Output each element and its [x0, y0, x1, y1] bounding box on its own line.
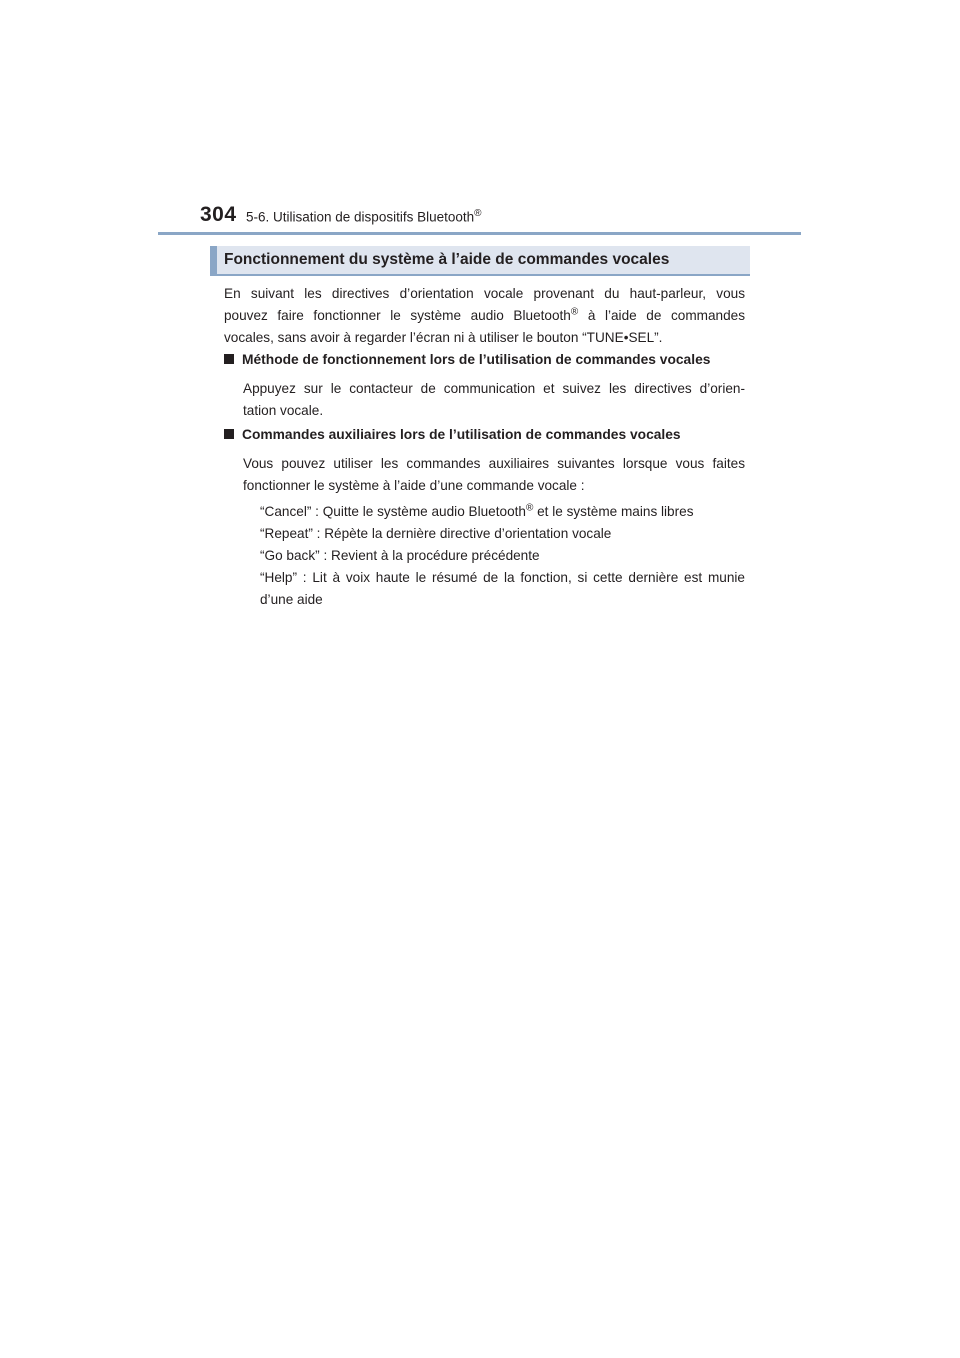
subsection-heading-row	[224, 427, 681, 442]
body-line: Vous pouvez utiliser les commandes auxiliaires suivantes lorsque vous faites	[243, 456, 745, 471]
body-line: Appuyez sur le contacteur de communication et suivez les directives d’orien-	[243, 381, 745, 396]
intro-line-part: à l’aide de commandes	[578, 308, 746, 323]
intro-line: vocales, sans avoir à regarder l’écran ni à utiliser le bouton “TUNE•SEL”.	[224, 330, 663, 345]
square-bullet-icon	[224, 354, 234, 364]
intro-line	[224, 305, 745, 327]
section-title-accent-bar	[210, 246, 217, 274]
page-number: 304	[200, 203, 237, 226]
running-head	[246, 208, 482, 225]
body-line: fonctionner le système à l’aide d’une commande vocale :	[243, 478, 585, 493]
command-help: “Help” : Lit à voix haute le résumé de la fonction, si cette dernière est munie	[260, 570, 745, 585]
command-go-back: “Go back” : Revient à la procédure précédente	[260, 548, 540, 563]
registered-mark: ®	[570, 306, 579, 318]
registered-mark: ®	[525, 502, 534, 514]
intro-line: En suivant les directives d’orientation vocale provenant du haut-parleur, vous	[224, 286, 745, 301]
header-rule	[158, 232, 801, 235]
command-text: “Cancel” : Quitte le système audio Bluetooth	[260, 504, 526, 519]
command-repeat: “Repeat” : Répète la dernière directive d’orientation vocale	[260, 526, 612, 541]
subsection-heading: Méthode de fonctionnement lors de l’utilisation de commandes vocales	[242, 352, 711, 367]
section-title: Fonctionnement du système à l’aide de commandes vocales	[224, 251, 670, 268]
command-text: et le système mains libres	[533, 504, 694, 519]
command-cancel	[260, 501, 750, 523]
body-line: tation vocale.	[243, 403, 324, 418]
subsection-heading-row	[224, 352, 710, 367]
square-bullet-icon	[224, 429, 234, 439]
section-title-box	[210, 246, 750, 276]
command-help-continued: d’une aide	[260, 592, 323, 607]
registered-mark: ®	[474, 208, 482, 219]
subsection-heading: Commandes auxiliaires lors de l’utilisation de commandes vocales	[242, 427, 681, 442]
intro-line-part: pouvez faire fonctionner le système audio Bluetooth	[224, 308, 571, 323]
running-head-text: 5-6. Utilisation de dispositifs Bluetooth	[246, 209, 475, 225]
